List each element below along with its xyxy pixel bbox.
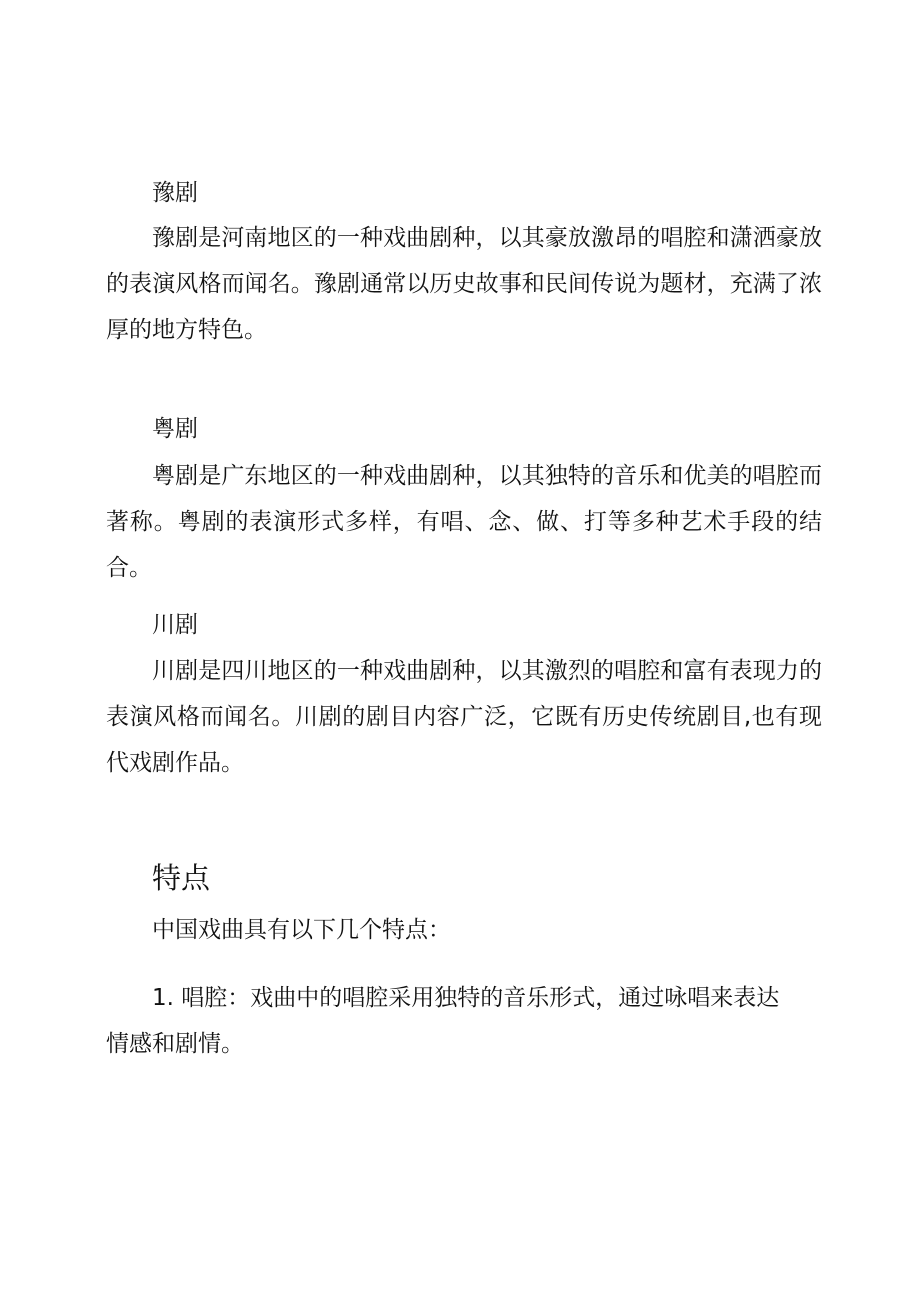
features-heading: 特点 bbox=[152, 861, 211, 895]
section-heading: 粤剧 bbox=[152, 416, 198, 442]
list-item-line: 情感和剧情。 bbox=[106, 1031, 244, 1057]
section-heading: 川剧 bbox=[152, 612, 198, 638]
section-paragraph: 粤剧是广东地区的一种戏曲剧种，以其独特的音乐和优美的唱腔而著称。粤剧的表演形式多样，有唱、念、做、打等多种艺术手段的结合。 bbox=[106, 463, 822, 581]
list-item bbox=[106, 975, 822, 1067]
section-heading: 豫剧 bbox=[152, 180, 198, 206]
features-intro: 中国戏曲具有以下几个特点： bbox=[152, 917, 451, 943]
section-paragraph: 豫剧是河南地区的一种戏曲剧种，以其豪放激昂的唱腔和潇洒豪放的表演风格而闻名。豫剧通常以历史故事和民间传说为题材，充满了浓厚的地方特色。 bbox=[106, 225, 822, 343]
list-item-line: 1. 唱腔：戏曲中的唱腔采用独特的音乐形式，通过咏唱来表达 bbox=[152, 985, 780, 1011]
section-paragraph: 川剧是四川地区的一种戏曲剧种，以其激烈的唱腔和富有表现力的表演风格而闻名。川剧的剧目内容广泛，它既有历史传统剧目,也有现代戏剧作品。 bbox=[106, 658, 822, 776]
